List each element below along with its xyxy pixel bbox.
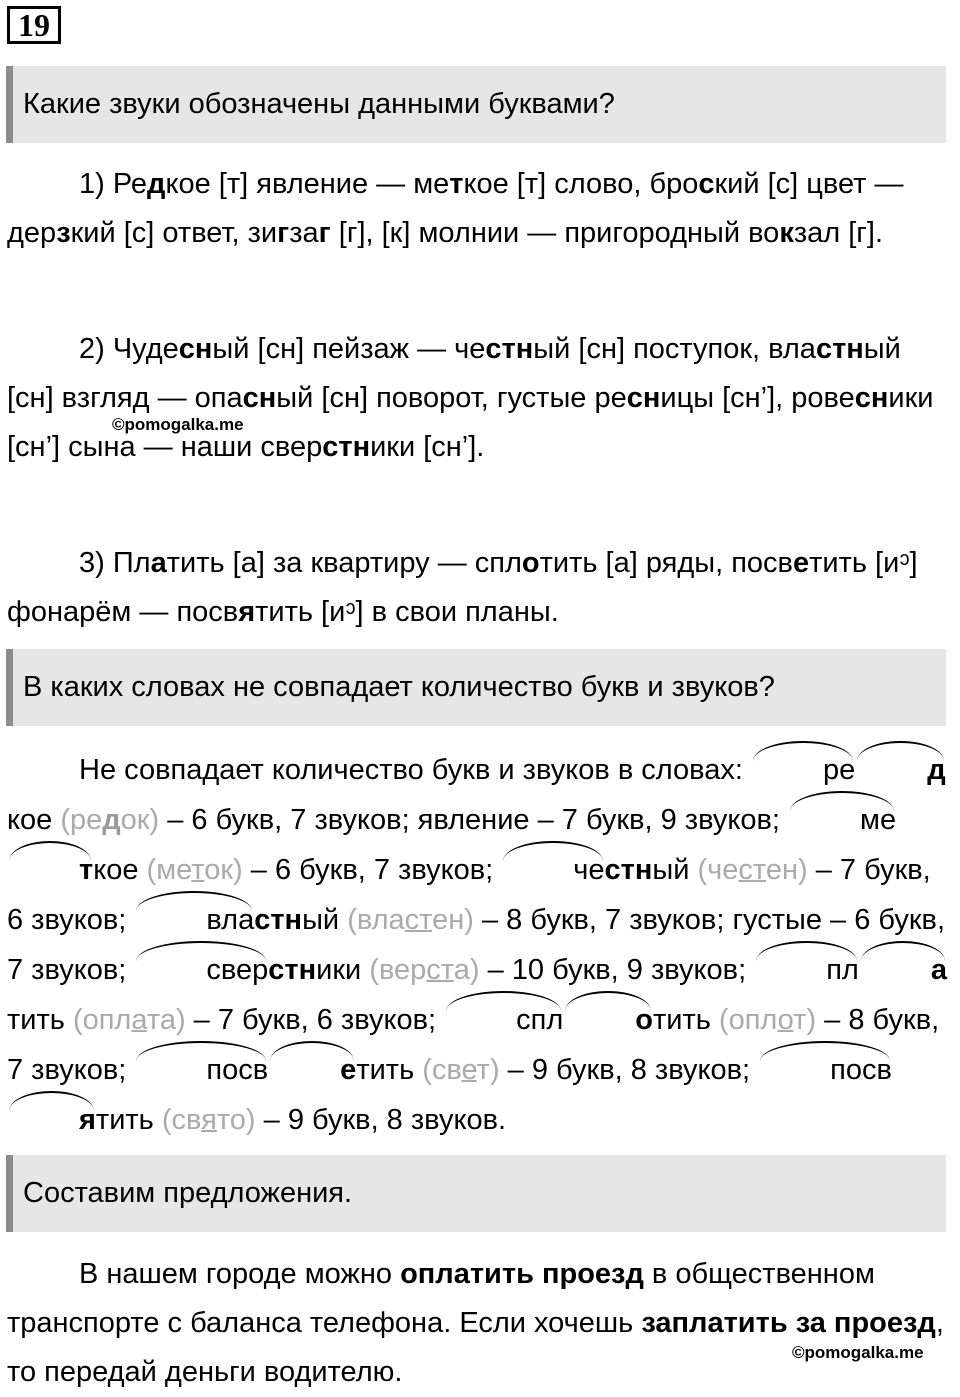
text-run: к bbox=[779, 217, 794, 249]
text-run: ый [сн] поворот, густые ре bbox=[276, 382, 627, 414]
text-run: т bbox=[7, 845, 93, 895]
answer-3-paragraph bbox=[7, 1250, 952, 1397]
text-run: – 6 букв, 7 звуков; bbox=[242, 854, 502, 886]
text-run: (ме bbox=[146, 854, 192, 886]
text-run: г bbox=[277, 217, 290, 249]
text-run: (ре bbox=[60, 804, 103, 836]
text-run: ст bbox=[738, 854, 766, 886]
text-run: е bbox=[268, 1045, 356, 1095]
text-run: стн bbox=[322, 431, 371, 463]
text-run: ме bbox=[788, 795, 896, 845]
text-run: – 6 букв, 7 звуков; явление – 7 букв, 9 звуков; bbox=[159, 804, 789, 836]
question-3-bar bbox=[6, 1155, 946, 1232]
question-1-bar bbox=[6, 66, 946, 143]
text-run: я bbox=[7, 1095, 96, 1145]
text-run: г bbox=[318, 217, 331, 249]
text-run: то) bbox=[216, 1104, 256, 1136]
text-run: 2) Чуде bbox=[79, 333, 179, 365]
text-run: т) bbox=[793, 1004, 817, 1036]
text-run: свер bbox=[134, 945, 268, 995]
text-run: т) bbox=[476, 1054, 500, 1086]
text-run: о bbox=[563, 995, 653, 1045]
answer-1-paragraph-3 bbox=[7, 539, 952, 637]
text-run: ики bbox=[316, 954, 370, 986]
text-run: тить bbox=[95, 1104, 162, 1136]
text-run: кое [т] явление — ме bbox=[165, 168, 450, 200]
text-run: 3) Пл bbox=[79, 547, 151, 579]
text-run: че bbox=[501, 845, 604, 895]
text-run: 1) Ре bbox=[79, 168, 148, 200]
text-run: ый bbox=[302, 904, 348, 936]
text-run: – 9 букв, 8 звуков. bbox=[255, 1104, 507, 1136]
text-run: сн bbox=[854, 382, 889, 414]
text-run: кое [т] слово, бро bbox=[463, 168, 699, 200]
text-run: тить bbox=[652, 1004, 719, 1036]
answer-1-paragraph-1 bbox=[7, 160, 952, 258]
text-run: ый bbox=[652, 854, 698, 886]
text-run: д bbox=[147, 168, 166, 200]
text-run: ст bbox=[426, 954, 454, 986]
text-run: – 8 букв, 7 звуков; bbox=[7, 1004, 940, 1086]
text-run: ре bbox=[751, 745, 855, 795]
text-run: ст bbox=[404, 904, 433, 936]
text-run: – 8 букв, 7 звуков; густые – 6 букв, 7 звуков; bbox=[7, 904, 946, 986]
text-run: е bbox=[792, 547, 810, 579]
text-run: – 7 букв, 6 звуков; bbox=[185, 1004, 445, 1036]
text-run: сн bbox=[178, 333, 213, 365]
text-run: д bbox=[855, 745, 945, 795]
text-run: заплатить за проезд bbox=[641, 1307, 936, 1339]
text-run: посв bbox=[134, 1045, 268, 1095]
text-run: спл bbox=[444, 995, 563, 1045]
text-run: ен) bbox=[765, 854, 808, 886]
text-run: (вер bbox=[369, 954, 427, 986]
text-run: о bbox=[521, 547, 540, 579]
text-run: В нашем городе можно bbox=[79, 1258, 401, 1290]
text-run: тить bbox=[356, 1054, 423, 1086]
text-run: а bbox=[859, 945, 947, 995]
question-2-text: В каких словах не совпадает количество букв и звуков? bbox=[23, 671, 775, 703]
text-run: ок) bbox=[120, 804, 160, 836]
text-run: тить bbox=[7, 1004, 73, 1036]
text-run: ый [сн] взгляд — опа bbox=[7, 333, 901, 414]
text-run: с bbox=[698, 168, 715, 200]
text-run: стн bbox=[604, 854, 653, 886]
text-run: Не совпадает количество букв и звуков в словах: bbox=[79, 754, 751, 786]
text-run: (св bbox=[422, 1054, 462, 1086]
text-run: за bbox=[289, 217, 319, 249]
text-run: д bbox=[102, 804, 121, 836]
text-run: , то передай деньги водителю. bbox=[7, 1307, 944, 1388]
text-run: т bbox=[191, 854, 205, 886]
text-run: (св bbox=[161, 1104, 202, 1136]
answer-1-paragraph-2 bbox=[7, 325, 952, 472]
text-run: стн bbox=[485, 333, 534, 365]
text-run: та) bbox=[146, 1004, 186, 1036]
text-run: ицы [сн’], рове bbox=[660, 382, 855, 414]
text-run: ики [сн’]. bbox=[370, 431, 485, 463]
text-run: в общественном транспорте с баланса телефона. Если хочешь bbox=[7, 1258, 875, 1339]
text-run: а bbox=[131, 1004, 147, 1036]
text-run: а) bbox=[453, 954, 480, 986]
answer-2-paragraph bbox=[7, 745, 952, 1145]
text-run: ый [сн] пейзаж — че bbox=[212, 333, 486, 365]
question-3-text: Составим предложения. bbox=[23, 1177, 353, 1209]
text-run: (вла bbox=[347, 904, 405, 936]
text-run: ики [сн’] сына — наши свер bbox=[7, 382, 934, 463]
text-run: сн bbox=[242, 382, 277, 414]
text-run: тить [иᵓ] в свои планы. bbox=[255, 596, 559, 628]
text-run: кий [с] цвет — дер bbox=[7, 168, 904, 249]
text-run: ок) bbox=[204, 854, 243, 886]
text-run: т bbox=[449, 168, 464, 200]
text-run: тить [а] за квартиру — спл bbox=[166, 547, 522, 579]
text-run: зал [г]. bbox=[793, 217, 883, 249]
text-run: пл bbox=[754, 945, 859, 995]
text-run: я bbox=[201, 1104, 217, 1136]
text-run: кое bbox=[93, 854, 147, 886]
text-run: – 7 букв, 6 звуков; bbox=[7, 854, 931, 936]
text-run: а bbox=[150, 547, 167, 579]
text-run: [г], [к] молнии — пригородный во bbox=[330, 217, 780, 249]
text-run: тить [а] ряды, посв bbox=[539, 547, 793, 579]
watermark-mid: ©pomogalka.me bbox=[112, 415, 244, 434]
text-run: е bbox=[461, 1054, 477, 1086]
text-run: ен) bbox=[432, 904, 474, 936]
text-run: кий [с] ответ, зи bbox=[70, 217, 278, 249]
text-run: кое bbox=[7, 804, 61, 836]
watermark-bottom: ©pomogalka.me bbox=[792, 1343, 924, 1362]
text-run: – 10 букв, 9 звуков; bbox=[479, 954, 755, 986]
text-run: оплатить проезд bbox=[400, 1258, 644, 1290]
text-run: тить [иᵓ] фонарём — посв bbox=[7, 547, 918, 628]
text-run: о bbox=[777, 1004, 794, 1036]
text-run: (че bbox=[697, 854, 739, 886]
text-run: посв bbox=[758, 1045, 892, 1095]
question-1-text: Какие звуки обозначены данными буквами? bbox=[23, 88, 615, 120]
text-run: стн bbox=[815, 333, 864, 365]
exercise-number: 19 bbox=[7, 6, 61, 44]
text-run: – 9 букв, 8 звуков; bbox=[499, 1054, 759, 1086]
text-run: я bbox=[238, 596, 256, 628]
text-run: стн bbox=[268, 954, 317, 986]
text-run: сн bbox=[626, 382, 661, 414]
text-run: стн bbox=[254, 904, 303, 936]
text-run: з bbox=[56, 217, 71, 249]
text-run: вла bbox=[134, 895, 254, 945]
text-run: (опл bbox=[72, 1004, 132, 1036]
text-run: ый [сн] поступок, вла bbox=[533, 333, 816, 365]
question-2-bar bbox=[6, 649, 946, 726]
text-run: (опл bbox=[718, 1004, 778, 1036]
